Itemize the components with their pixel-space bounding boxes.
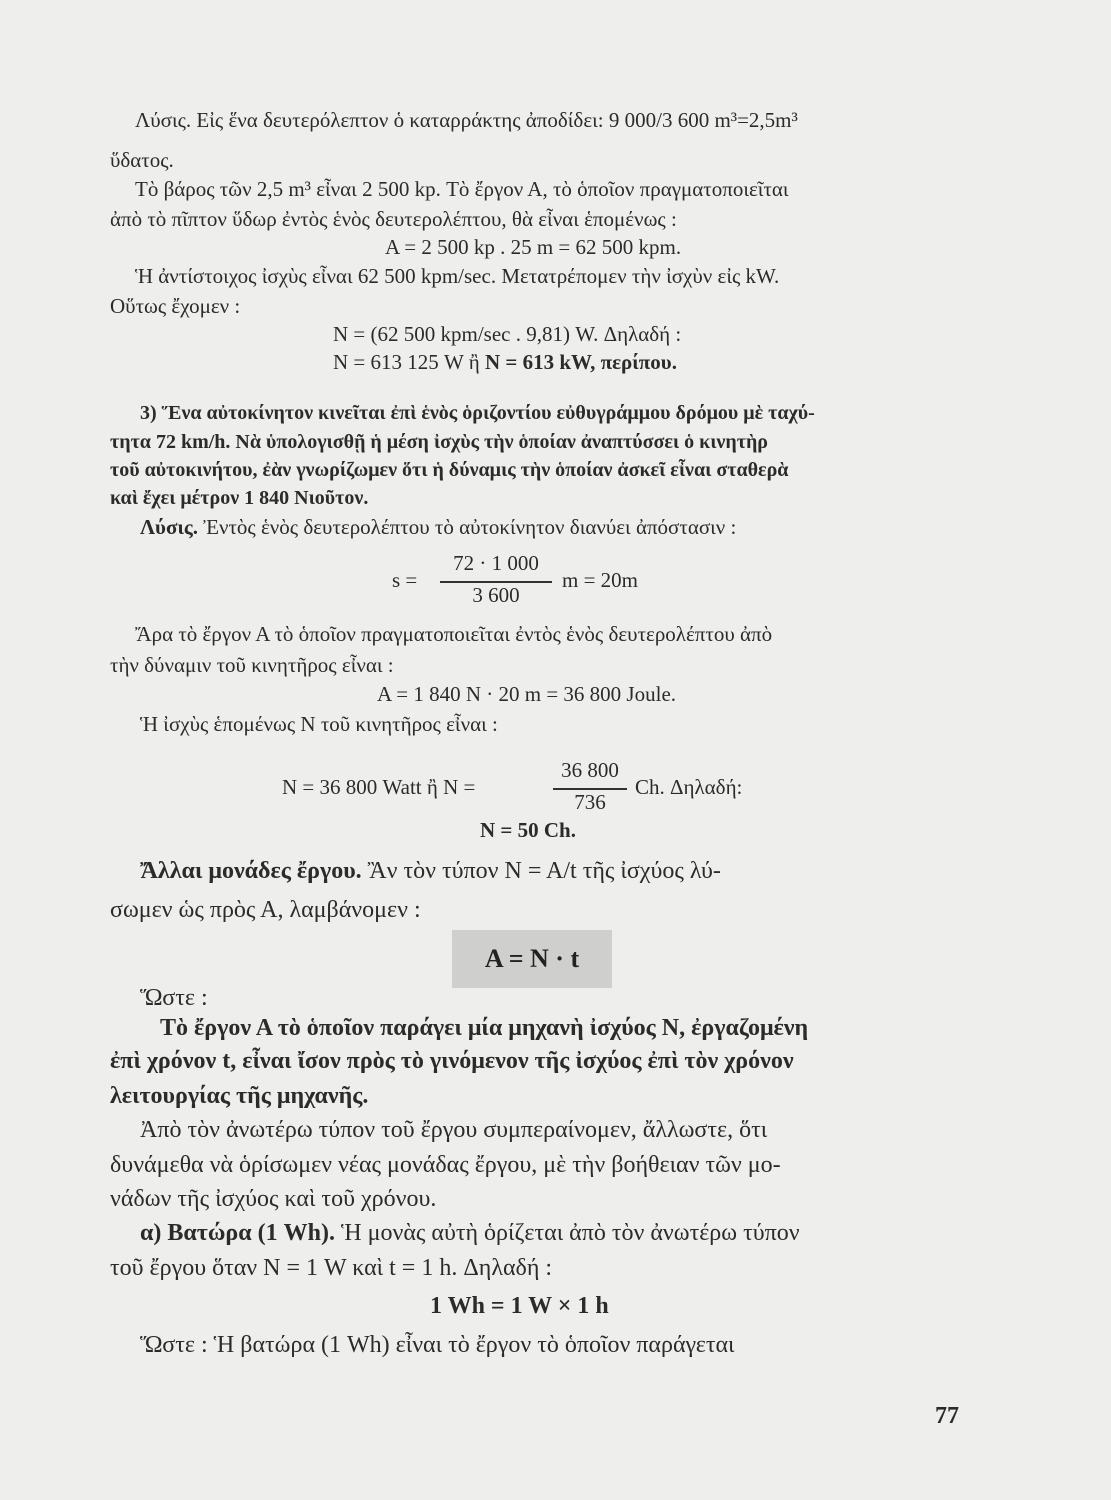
distance-numerator: 72 · 1 000 — [453, 551, 539, 575]
power-intro: Ἡ ἰσχὺς ἑπομένως Ν τοῦ κινητῆρος εἶναι : — [140, 712, 498, 736]
work-line-2: τὴν δύναμιν τοῦ κινητῆρος εἶναι : — [110, 653, 394, 677]
solution-line-4: ἀπὸ τὸ πῖπτον ὕδωρ ἐντὸς ἑνὸς δευτερολέπτου, θὰ εἶναι ἑπομένως : — [110, 207, 677, 231]
section-text: Ἂν τὸν τύπον Ν = Α/t τῆς ἰσχύος λύ- — [361, 858, 721, 884]
solution-intro-text: Ἐντὸς ἑνὸς δευτερολέπτου τὸ αὐτοκίνητον διανύει ἀπόστασιν : — [198, 515, 737, 539]
problem-3-line-3: τοῦ αὐτοκινήτου, ἐὰν γνωρίζωμεν ὅτι ἡ δύναμις τὴν ὁποίαν ἀσκεῖ εἶναι σταθερὰ — [110, 459, 789, 481]
distance-formula-right: m = 20m — [562, 568, 639, 592]
section-heading-line — [140, 858, 721, 885]
solution-line-3: Τὸ βάρος τῶν 2,5 m³ εἶναι 2 500 kp. Τὸ ἔργον Α, τὸ ὁποῖον πραγματοποιεῖται — [135, 177, 789, 201]
paragraph-line-1: Ἀπὸ τὸν ἀνωτέρω τύπον τοῦ ἔργου συμπεραίνομεν, ἄλλωστε, ὅτι — [140, 1117, 768, 1143]
definition-line-1: Τὸ ἔργον Α τὸ ὁποῖον παράγει μία μηχανὴ ἰσχύος Ν, ἐργαζομένη — [160, 1015, 809, 1041]
power-line: Ἡ ἀντίστοιχος ἰσχὺς εἶναι 62 500 kpm/sec. Μετατρέπομεν τὴν ἰσχὺν εἰς kW. — [135, 264, 780, 288]
work-line-1: Ἄρα τὸ ἔργον Α τὸ ὁποῖον πραγματοποιεῖται ἐντὸς ἑνὸς δευτερολέπτου ἀπὸ — [135, 622, 773, 646]
definition-line-3: λειτουργίας τῆς μηχανῆς. — [110, 1083, 369, 1109]
problem-3-line-2: τητα 72 km/h. Νὰ ὑπολογισθῇ ἡ μέση ἰσχὺς τὴν ὁποίαν ἀναπτύσσει ὁ κινητὴρ — [110, 431, 768, 453]
therefore-label: Ὥστε : — [140, 985, 208, 1011]
section-heading: Ἄλλαι μονάδες ἔργου. — [140, 858, 362, 884]
watt-hour-line-2: τοῦ ἔργου ὅταν Ν = 1 W καὶ t = 1 h. Δηλαδή : — [110, 1255, 553, 1281]
solution-label: Λύσις. — [140, 515, 198, 539]
power-line-2: Οὕτως ἔχομεν : — [110, 294, 241, 318]
work-equation-2: Α = 1 840 Ν · 20 m = 36 800 Joule. — [377, 682, 677, 706]
watt-hour-text: Ἡ μονὰς αὐτὴ ὁρίζεται ἀπὸ τὸν ἀνωτέρω τύπον — [334, 1220, 800, 1246]
solution-line-1: Λύσις. Εἰς ἕνα δευτερόλεπτον ὁ καταρράκτης ἀποδίδει: 9 000/3 600 m³=2,5m³ — [135, 108, 798, 132]
work-formula-box: Α = Ν · t — [452, 930, 612, 988]
definition-line-2: ἐπὶ χρόνον t, εἶναι ἴσον πρὸς τὸ γινόμενον τῆς ἰσχύος ἐπὶ τὸν χρόνον — [110, 1048, 794, 1074]
watt-hour-definition: Ὥστε : Ἡ βατώρα (1 Wh) εἶναι τὸ ἔργον τὸ ὁποῖον παράγεται — [140, 1332, 735, 1358]
power-final: Ν = 50 Ch. — [480, 818, 576, 842]
solution-line-2: ὕδατος. — [110, 148, 174, 172]
section-text-2: σωμεν ὡς πρὸς Α, λαμβάνομεν : — [110, 897, 421, 923]
power-formula-left: Ν = 36 800 Watt ἢ Ν = — [282, 775, 476, 799]
distance-formula-left: s = — [392, 568, 418, 592]
problem-3-line-4: καὶ ἔχει μέτρον 1 840 Νιοῦτον. — [110, 487, 369, 509]
watt-hour-heading: α) Βατώρα (1 Wh). — [140, 1220, 335, 1246]
power-equation-1: Ν = (62 500 kpm/sec . 9,81) W. Δηλαδή : — [333, 322, 682, 346]
distance-denominator: 3 600 — [472, 583, 520, 607]
power-formula-right: Ch. Δηλαδή: — [635, 775, 743, 799]
solution-intro — [140, 515, 736, 540]
power-denominator: 736 — [574, 790, 606, 814]
paragraph-line-3: νάδων τῆς ἰσχύος καὶ τοῦ χρόνου. — [110, 1186, 437, 1212]
power-numerator: 36 800 — [561, 758, 619, 782]
watt-hour-line — [140, 1220, 800, 1247]
watt-hour-equation: 1 Wh = 1 W × 1 h — [430, 1293, 609, 1319]
power-equation-2-start: Ν = 613 125 W ἢ — [333, 350, 485, 374]
paragraph-line-2: δυνάμεθα νὰ ὁρίσωμεν νέας μονάδας ἔργου, μὲ τὴν βοήθειαν τῶν μο- — [110, 1152, 781, 1178]
work-equation: Α = 2 500 kp . 25 m = 62 500 kpm. — [385, 235, 682, 259]
page-number: 77 — [935, 1403, 959, 1429]
power-result: Ν = 613 kW, περίπου. — [484, 350, 677, 374]
power-equation-2 — [333, 350, 677, 375]
problem-3-line-1: 3) Ἕνα αὐτοκίνητον κινεῖται ἐπὶ ἑνὸς ὁριζοντίου εὐθυγράμμου δρόμου μὲ ταχύ- — [140, 402, 815, 424]
